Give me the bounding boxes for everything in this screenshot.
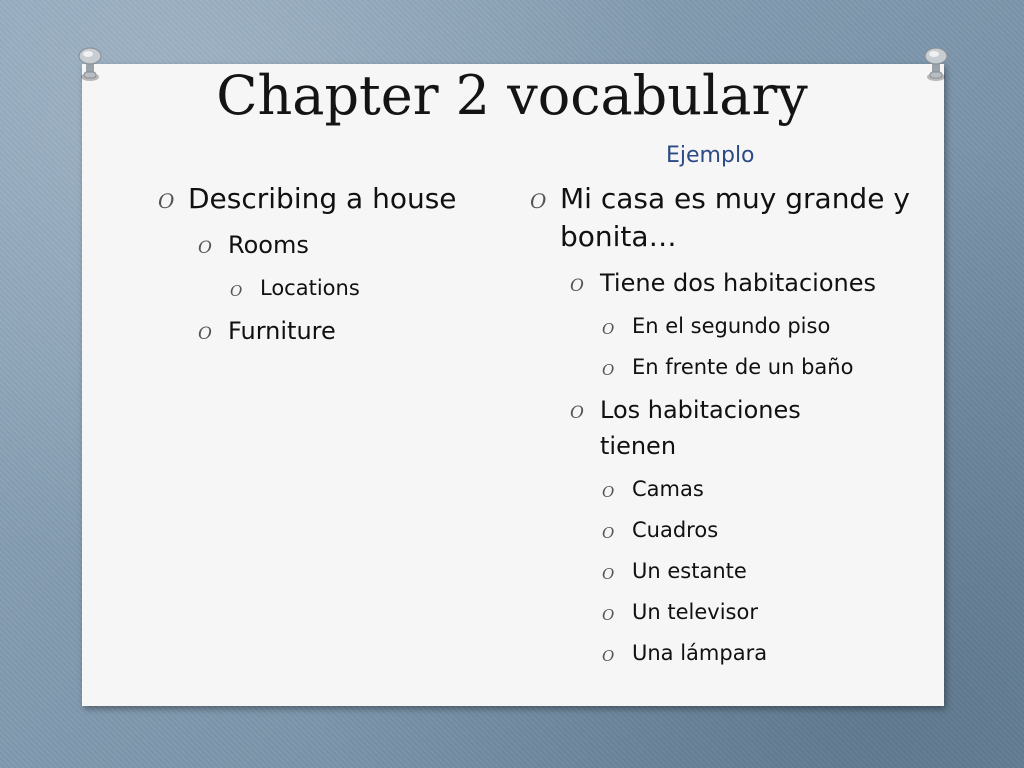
list-item: [602, 473, 920, 505]
vocabulary-list: [158, 180, 478, 349]
list-item: [602, 637, 920, 669]
bullet-icon: O: [230, 282, 243, 300]
list-item-text: En el segundo piso: [632, 314, 831, 338]
list-item-text: Cuadros: [632, 518, 719, 542]
list-item-text: Tiene dos habitaciones: [600, 269, 876, 297]
list-item: [198, 313, 478, 349]
list-item: [230, 272, 478, 304]
bullet-icon: O: [158, 189, 175, 213]
list-item-text: Describing a house: [188, 182, 457, 215]
list-item-text: Un estante: [632, 559, 747, 583]
list-item-text: Los habitaciones tienen: [600, 396, 801, 460]
bullet-icon: O: [602, 483, 615, 501]
list-item-text: Un televisor: [632, 600, 758, 624]
bullet-icon: O: [602, 565, 615, 583]
bullet-icon: O: [570, 403, 584, 423]
list-item-text: Locations: [260, 276, 360, 300]
bullet-icon: O: [570, 276, 584, 296]
list-item: [570, 392, 860, 464]
list-item: [570, 265, 920, 301]
bullet-icon: O: [602, 647, 615, 665]
bullet-icon: O: [530, 189, 547, 213]
bullet-icon: O: [602, 361, 615, 379]
list-item: [602, 310, 920, 342]
bullet-icon: O: [198, 238, 212, 258]
bullet-icon: O: [602, 320, 615, 338]
example-list: [530, 180, 920, 669]
list-item: [158, 180, 478, 218]
list-item-text: En frente de un baño: [632, 355, 854, 379]
bullet-icon: O: [602, 524, 615, 542]
list-item-text: Furniture: [228, 317, 336, 345]
slide-title: Chapter 2 vocabulary: [216, 64, 808, 127]
list-item: [602, 596, 920, 628]
list-item-text: Rooms: [228, 231, 309, 259]
bullet-icon: O: [198, 324, 212, 344]
list-item: [602, 555, 920, 587]
bullet-icon: O: [602, 606, 615, 624]
list-item: [530, 180, 910, 256]
list-item-text: Mi casa es muy grande y bonita…: [560, 182, 910, 253]
list-item-text: Una lámpara: [632, 641, 768, 665]
list-item-text: Camas: [632, 477, 704, 501]
list-item: [602, 514, 920, 546]
example-column-header: Ejemplo: [666, 143, 755, 168]
list-item: [198, 227, 478, 263]
list-item: [602, 351, 920, 383]
